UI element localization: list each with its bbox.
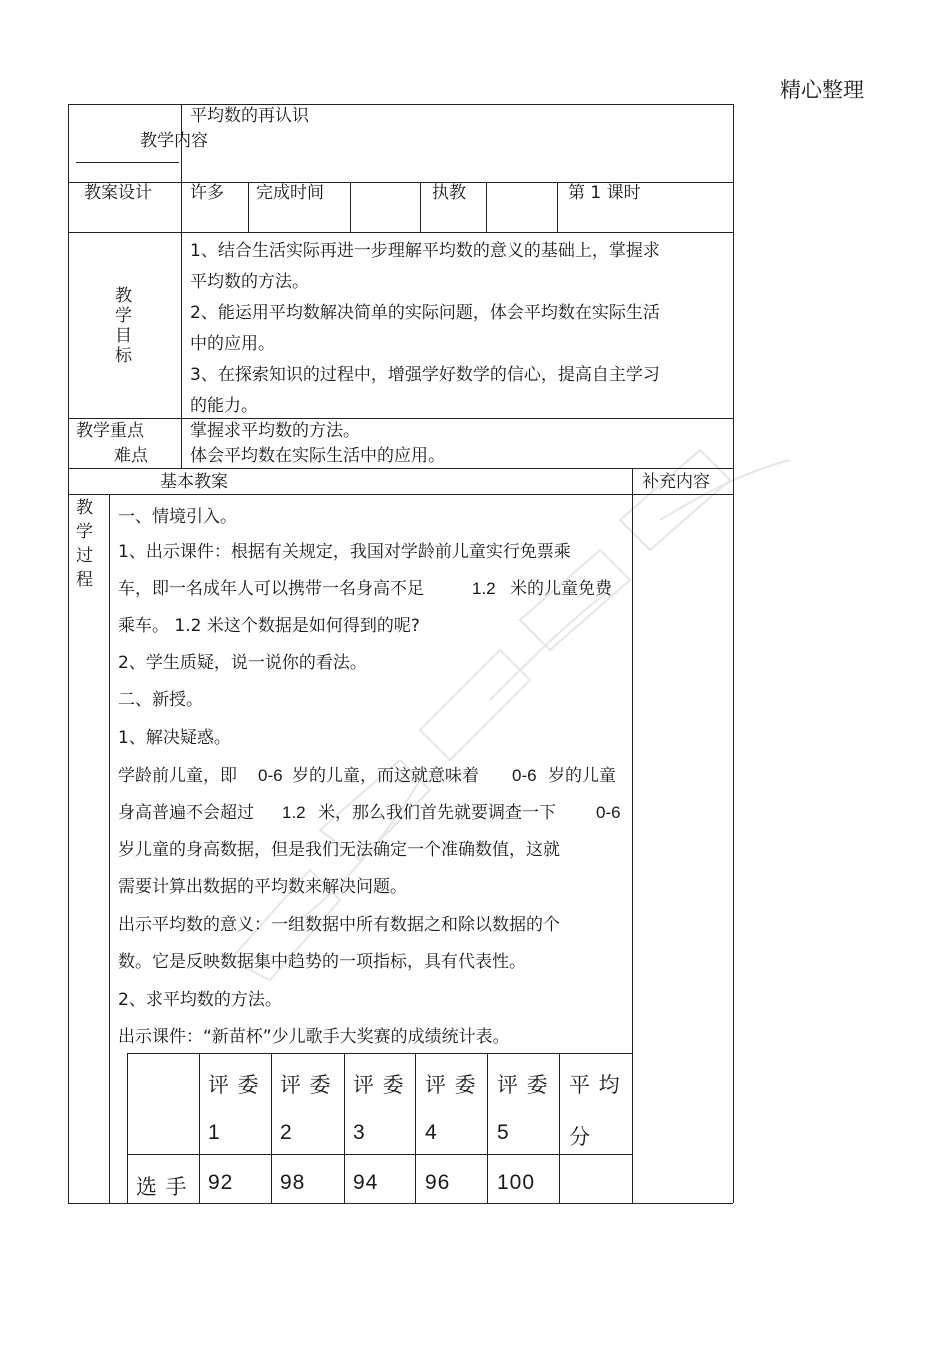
- judge-header-top: 评 委: [208, 1073, 260, 1097]
- lesson-number: 第 1 课时: [568, 183, 641, 203]
- process-number: 0-6: [512, 766, 537, 785]
- process-line: 岁儿童的身高数据，但是我们无法确定一个准确数值，这就: [118, 840, 560, 860]
- design-label: 教案设计: [84, 183, 152, 203]
- process-line: 出示课件：“新苗杯”少儿歌手大奖赛的成绩统计表。: [118, 1027, 510, 1047]
- focus-label: 教学重点: [76, 421, 144, 441]
- process-line: 数。它是反映数据集中趋势的一项指标，具有代表性。: [118, 952, 526, 972]
- process-number: 0-6: [596, 803, 621, 822]
- teacher-label: 执教: [432, 183, 466, 203]
- contestant-label: 选 手: [136, 1175, 188, 1199]
- process-line: 2、求平均数的方法。: [118, 990, 282, 1010]
- watermark-stamp: [190, 400, 830, 1040]
- content-value: 平均数的再认识: [190, 106, 309, 126]
- process-line: 车，即一名成年人可以携带一名身高不足: [118, 579, 424, 599]
- judge-header-top: 评 委: [497, 1073, 549, 1097]
- difficulty-label: 难点: [114, 446, 148, 466]
- basic-plan-header: 基本教案: [160, 472, 228, 492]
- content-label: 教学内容: [140, 131, 208, 151]
- process-line: 岁的儿童: [548, 766, 616, 786]
- process-line: 1、出示课件：根据有关规定，我国对学龄前儿童实行免票乘: [118, 542, 571, 562]
- designer-name: 许多: [190, 183, 224, 203]
- score-cell: 100: [497, 1171, 536, 1194]
- judge-header-number: 4: [425, 1121, 438, 1144]
- process-number: 1.2: [472, 579, 496, 598]
- process-line: 乘车。 1.2 米这个数据是如何得到的呢?: [118, 616, 420, 636]
- time-label: 完成时间: [256, 183, 324, 203]
- process-line: 学龄前儿童，即: [118, 766, 237, 786]
- process-line: 出示平均数的意义：一组数据中所有数据之和除以数据的个: [118, 915, 560, 935]
- goals-label: 教 学 目 标: [115, 286, 132, 366]
- judge-header-top: 评 委: [280, 1073, 332, 1097]
- process-line: 米，那么我们首先就要调查一下: [318, 803, 556, 823]
- judge-header-number: 5: [497, 1121, 510, 1144]
- average-header-top: 平 均: [569, 1073, 621, 1097]
- difficulty-text: 体会平均数在实际生活中的应用。: [190, 446, 445, 466]
- process-number: 0-6: [258, 766, 283, 785]
- process-label: 教 学 过 程: [76, 498, 93, 590]
- supplement-header: 补充内容: [642, 472, 710, 492]
- process-number: 1.2: [282, 803, 306, 822]
- process-line: 身高普遍不会超过: [118, 803, 254, 823]
- process-line: 二、新授。: [118, 690, 203, 710]
- focus-text: 掌握求平均数的方法。: [190, 421, 360, 441]
- process-line: 一、情境引入。: [118, 507, 237, 527]
- judge-header-top: 评 委: [425, 1073, 477, 1097]
- process-line: 需要计算出数据的平均数来解决问题。: [118, 877, 407, 897]
- judge-header-number: 2: [280, 1121, 293, 1144]
- process-line: 1、解决疑惑。: [118, 728, 231, 748]
- score-cell: 94: [353, 1171, 379, 1194]
- score-cell: 98: [280, 1171, 306, 1194]
- score-cell: 92: [208, 1171, 234, 1194]
- process-line: 2、学生质疑，说一说你的看法。: [118, 653, 367, 673]
- score-cell: 96: [425, 1171, 451, 1194]
- average-header-bottom: 分: [569, 1125, 591, 1149]
- process-line: 米的儿童免费: [510, 579, 612, 599]
- corner-label: 精心整理: [780, 78, 864, 102]
- process-line: 岁的儿童，而这就意味着: [292, 766, 479, 786]
- goals-list: 1、结合生活实际再进一步理解平均数的意义的基础上，掌握求 平均数的方法。 2、能运用平均数解决简单的实际问题，体会平均数在实际生活 中的应用。 3、在探索知识的过程中，增强学好数学的信心，提高自主学习 的能力。: [190, 241, 660, 416]
- judge-header-number: 1: [208, 1121, 221, 1144]
- judge-header-top: 评 委: [353, 1073, 405, 1097]
- judge-header-number: 3: [353, 1121, 366, 1144]
